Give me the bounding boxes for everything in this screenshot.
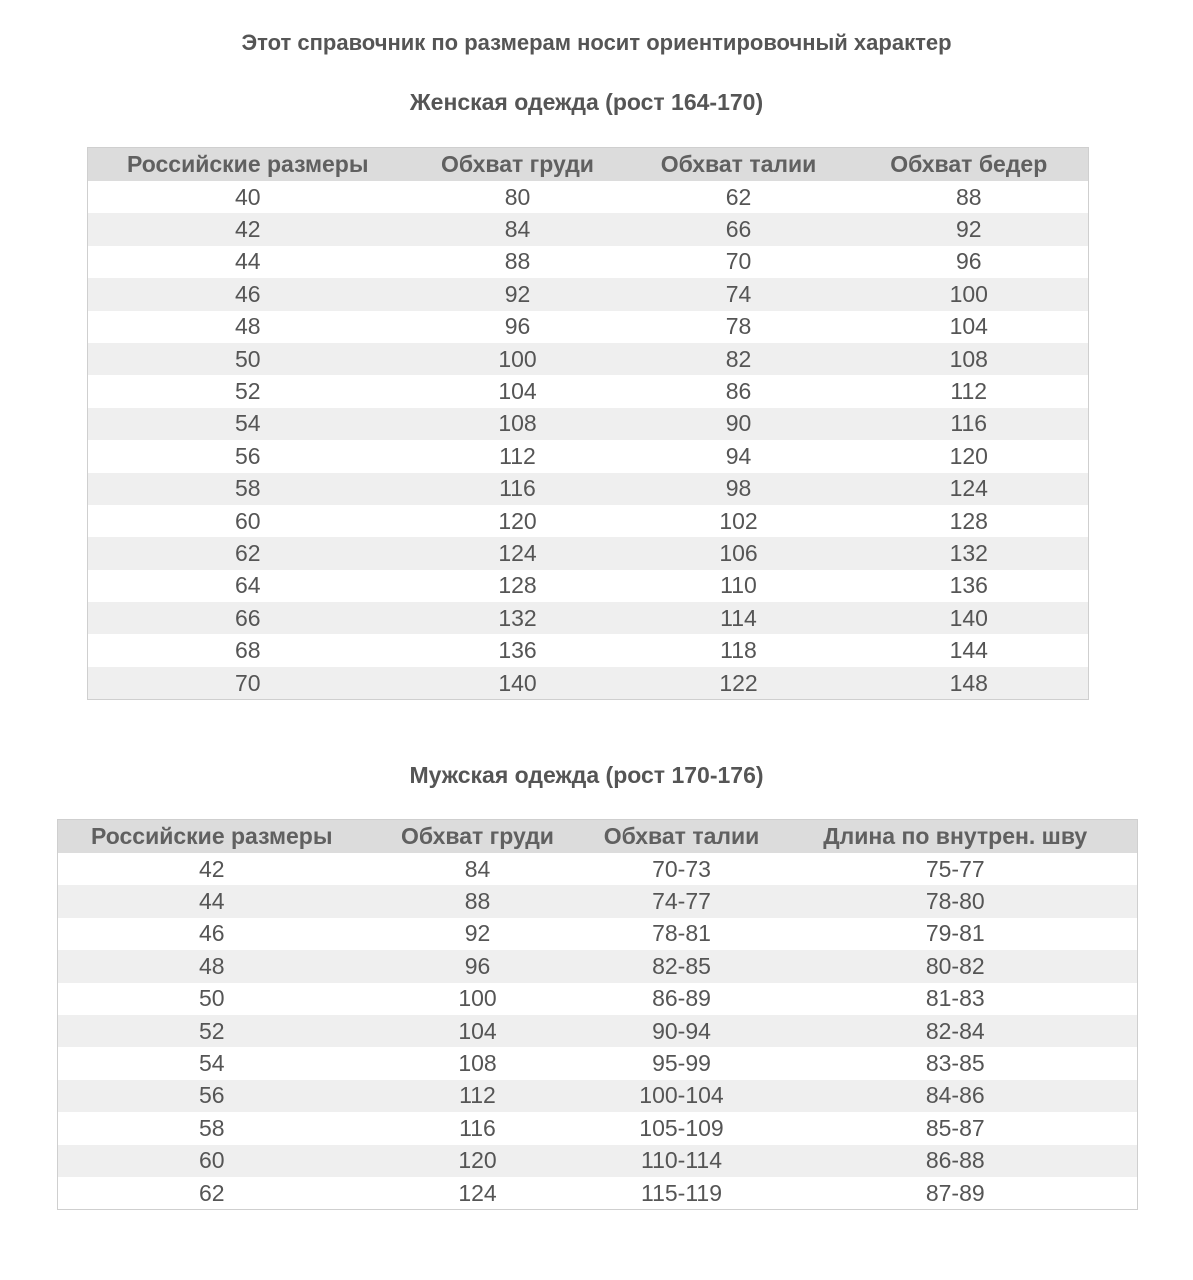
table-cell: 144 <box>949 637 988 664</box>
table-row <box>58 853 1138 885</box>
table-cell: 50 <box>198 985 225 1012</box>
table-cell: 124 <box>850 473 1089 505</box>
table-row <box>88 602 1089 634</box>
column-header: Российские размеры <box>58 820 366 854</box>
column-header: Обхват груди <box>408 148 628 182</box>
women-table-body <box>88 181 1089 700</box>
table-cell: 96 <box>955 248 982 275</box>
table-cell: 58 <box>198 1114 225 1141</box>
table-row <box>58 885 1138 917</box>
table-row <box>88 667 1089 700</box>
table-cell: 120 <box>366 1145 590 1177</box>
table-cell: 128 <box>949 507 988 534</box>
table-cell: 84-86 <box>774 1080 1138 1112</box>
table-row <box>58 1112 1138 1144</box>
table-cell: 48 <box>58 950 366 982</box>
table-cell: 44 <box>58 885 366 917</box>
table-cell: 92 <box>464 920 491 947</box>
table-row <box>88 473 1089 505</box>
table-cell: 64 <box>234 572 261 599</box>
column-header: Длина по внутрен. шву <box>774 820 1138 854</box>
table-row <box>58 1080 1138 1112</box>
table-row <box>88 634 1089 666</box>
table-cell: 140 <box>408 667 628 700</box>
table-row <box>88 181 1089 213</box>
men-section-title: Мужская одежда (рост 170-176) <box>409 762 764 788</box>
table-cell: 105-109 <box>639 1114 724 1141</box>
table-cell: 136 <box>949 572 988 599</box>
table-cell: 75-77 <box>925 855 985 882</box>
table-cell: 90 <box>628 408 850 440</box>
table-cell: 136 <box>498 637 537 664</box>
table-cell: 48 <box>234 313 261 340</box>
table-cell: 132 <box>850 537 1089 569</box>
table-cell: 94 <box>725 442 752 469</box>
table-cell: 62 <box>725 183 752 210</box>
table-cell: 87-89 <box>925 1179 985 1206</box>
table-cell: 58 <box>88 473 408 505</box>
table-cell: 70 <box>725 248 752 275</box>
table-cell: 46 <box>88 278 408 310</box>
table-cell: 60 <box>234 507 261 534</box>
table-cell: 40 <box>234 183 261 210</box>
table-cell: 96 <box>504 313 531 340</box>
table-row <box>58 1145 1138 1177</box>
table-row <box>58 918 1138 950</box>
column-header: Обхват груди <box>366 820 590 854</box>
table-cell: 66 <box>628 213 850 245</box>
table-cell: 42 <box>198 855 225 882</box>
table-cell: 56 <box>234 442 261 469</box>
table-cell: 81-83 <box>925 985 985 1012</box>
table-cell: 56 <box>58 1080 366 1112</box>
table-cell: 110-114 <box>590 1145 774 1177</box>
table-cell: 78-80 <box>774 885 1138 917</box>
table-cell: 78-81 <box>652 920 711 947</box>
table-cell: 68 <box>234 637 261 664</box>
table-cell: 110 <box>720 572 757 599</box>
table-cell: 86-88 <box>774 1145 1138 1177</box>
table-cell: 148 <box>850 667 1089 700</box>
table-cell: 124 <box>408 537 628 569</box>
men-size-table <box>57 819 1138 1210</box>
table-cell: 82-85 <box>590 950 774 982</box>
table-cell: 114 <box>628 602 850 634</box>
table-cell: 54 <box>88 408 408 440</box>
table-cell: 92 <box>408 278 628 310</box>
table-row <box>88 311 1089 343</box>
table-cell: 104 <box>366 1015 590 1047</box>
table-row <box>88 408 1089 440</box>
men-table-body <box>58 853 1138 1210</box>
table-cell: 70 <box>88 667 408 700</box>
table-row <box>58 1177 1138 1210</box>
table-cell: 78 <box>725 313 752 340</box>
table-row <box>88 537 1089 569</box>
table-cell: 82 <box>628 343 850 375</box>
table-cell: 88 <box>504 248 531 275</box>
table-cell: 122 <box>628 667 850 700</box>
table-cell: 54 <box>198 1050 225 1077</box>
table-cell: 116 <box>459 1114 496 1141</box>
women-section-title: Женская одежда (рост 164-170) <box>409 89 764 115</box>
page-title: Этот справочник по размерам носит ориентировочный характер <box>241 30 952 55</box>
table-cell: 84 <box>464 855 491 882</box>
column-header: Обхват талии <box>628 148 850 182</box>
table-cell: 120 <box>949 442 988 469</box>
table-cell: 50 <box>88 343 408 375</box>
column-header: Обхват талии <box>590 820 774 854</box>
table-cell: 128 <box>498 572 537 599</box>
table-cell: 60 <box>58 1145 366 1177</box>
table-cell: 84 <box>408 213 628 245</box>
table-cell: 100 <box>408 343 628 375</box>
table-row <box>88 213 1089 245</box>
table-row <box>88 246 1089 278</box>
table-cell: 132 <box>408 602 628 634</box>
table-cell: 92 <box>850 213 1089 245</box>
table-cell: 116 <box>408 473 628 505</box>
table-cell: 112 <box>499 442 536 469</box>
table-cell: 102 <box>719 507 758 534</box>
table-cell: 100-104 <box>590 1080 774 1112</box>
table-cell: 86 <box>725 378 752 405</box>
table-cell: 95-99 <box>652 1050 711 1077</box>
table-cell: 116 <box>850 408 1089 440</box>
table-cell: 88 <box>366 885 590 917</box>
table-row <box>88 505 1089 537</box>
table-cell: 112 <box>950 378 988 405</box>
table-cell: 96 <box>366 950 590 982</box>
table-cell: 100 <box>850 278 1089 310</box>
table-cell: 82-84 <box>774 1015 1138 1047</box>
table-cell: 108 <box>458 1050 497 1077</box>
table-cell: 108 <box>850 343 1089 375</box>
table-cell: 115-119 <box>641 1179 722 1206</box>
table-cell: 98 <box>628 473 850 505</box>
table-cell: 79-81 <box>925 920 985 947</box>
table-row <box>58 950 1138 982</box>
table-cell: 90-94 <box>590 1015 774 1047</box>
table-cell: 112 <box>366 1080 590 1112</box>
table-cell: 74-77 <box>590 885 774 917</box>
column-header: Обхват бедер <box>850 148 1089 182</box>
table-header-row <box>58 820 1138 854</box>
table-cell: 80-82 <box>774 950 1138 982</box>
table-cell: 85-87 <box>925 1114 985 1141</box>
table-cell: 100 <box>458 985 497 1012</box>
table-header-row <box>88 148 1089 182</box>
women-size-table <box>87 147 1089 700</box>
table-cell: 80 <box>504 183 531 210</box>
table-row <box>88 278 1089 310</box>
table-cell: 106 <box>628 537 850 569</box>
table-cell: 62 <box>198 1179 225 1206</box>
table-cell: 140 <box>850 602 1089 634</box>
table-cell: 86-89 <box>652 985 711 1012</box>
table-cell: 88 <box>955 183 982 210</box>
table-cell: 52 <box>234 378 261 405</box>
table-cell: 74 <box>628 278 850 310</box>
table-row <box>88 343 1089 375</box>
table-cell: 44 <box>234 248 261 275</box>
table-cell: 124 <box>458 1179 497 1206</box>
table-cell: 108 <box>408 408 628 440</box>
table-cell: 46 <box>198 920 225 947</box>
table-cell: 83-85 <box>925 1050 985 1077</box>
table-row <box>58 1015 1138 1047</box>
table-cell: 104 <box>949 313 988 340</box>
table-row <box>88 375 1089 407</box>
table-cell: 42 <box>88 213 408 245</box>
table-row <box>88 440 1089 472</box>
table-cell: 52 <box>58 1015 366 1047</box>
table-row <box>58 983 1138 1015</box>
table-row <box>88 570 1089 602</box>
table-row <box>58 1047 1138 1079</box>
table-cell: 62 <box>88 537 408 569</box>
table-cell: 118 <box>720 637 757 664</box>
table-cell: 120 <box>498 507 537 534</box>
table-cell: 66 <box>88 602 408 634</box>
column-header: Российские размеры <box>88 148 408 182</box>
table-cell: 104 <box>498 378 537 405</box>
table-cell: 70-73 <box>652 855 711 882</box>
